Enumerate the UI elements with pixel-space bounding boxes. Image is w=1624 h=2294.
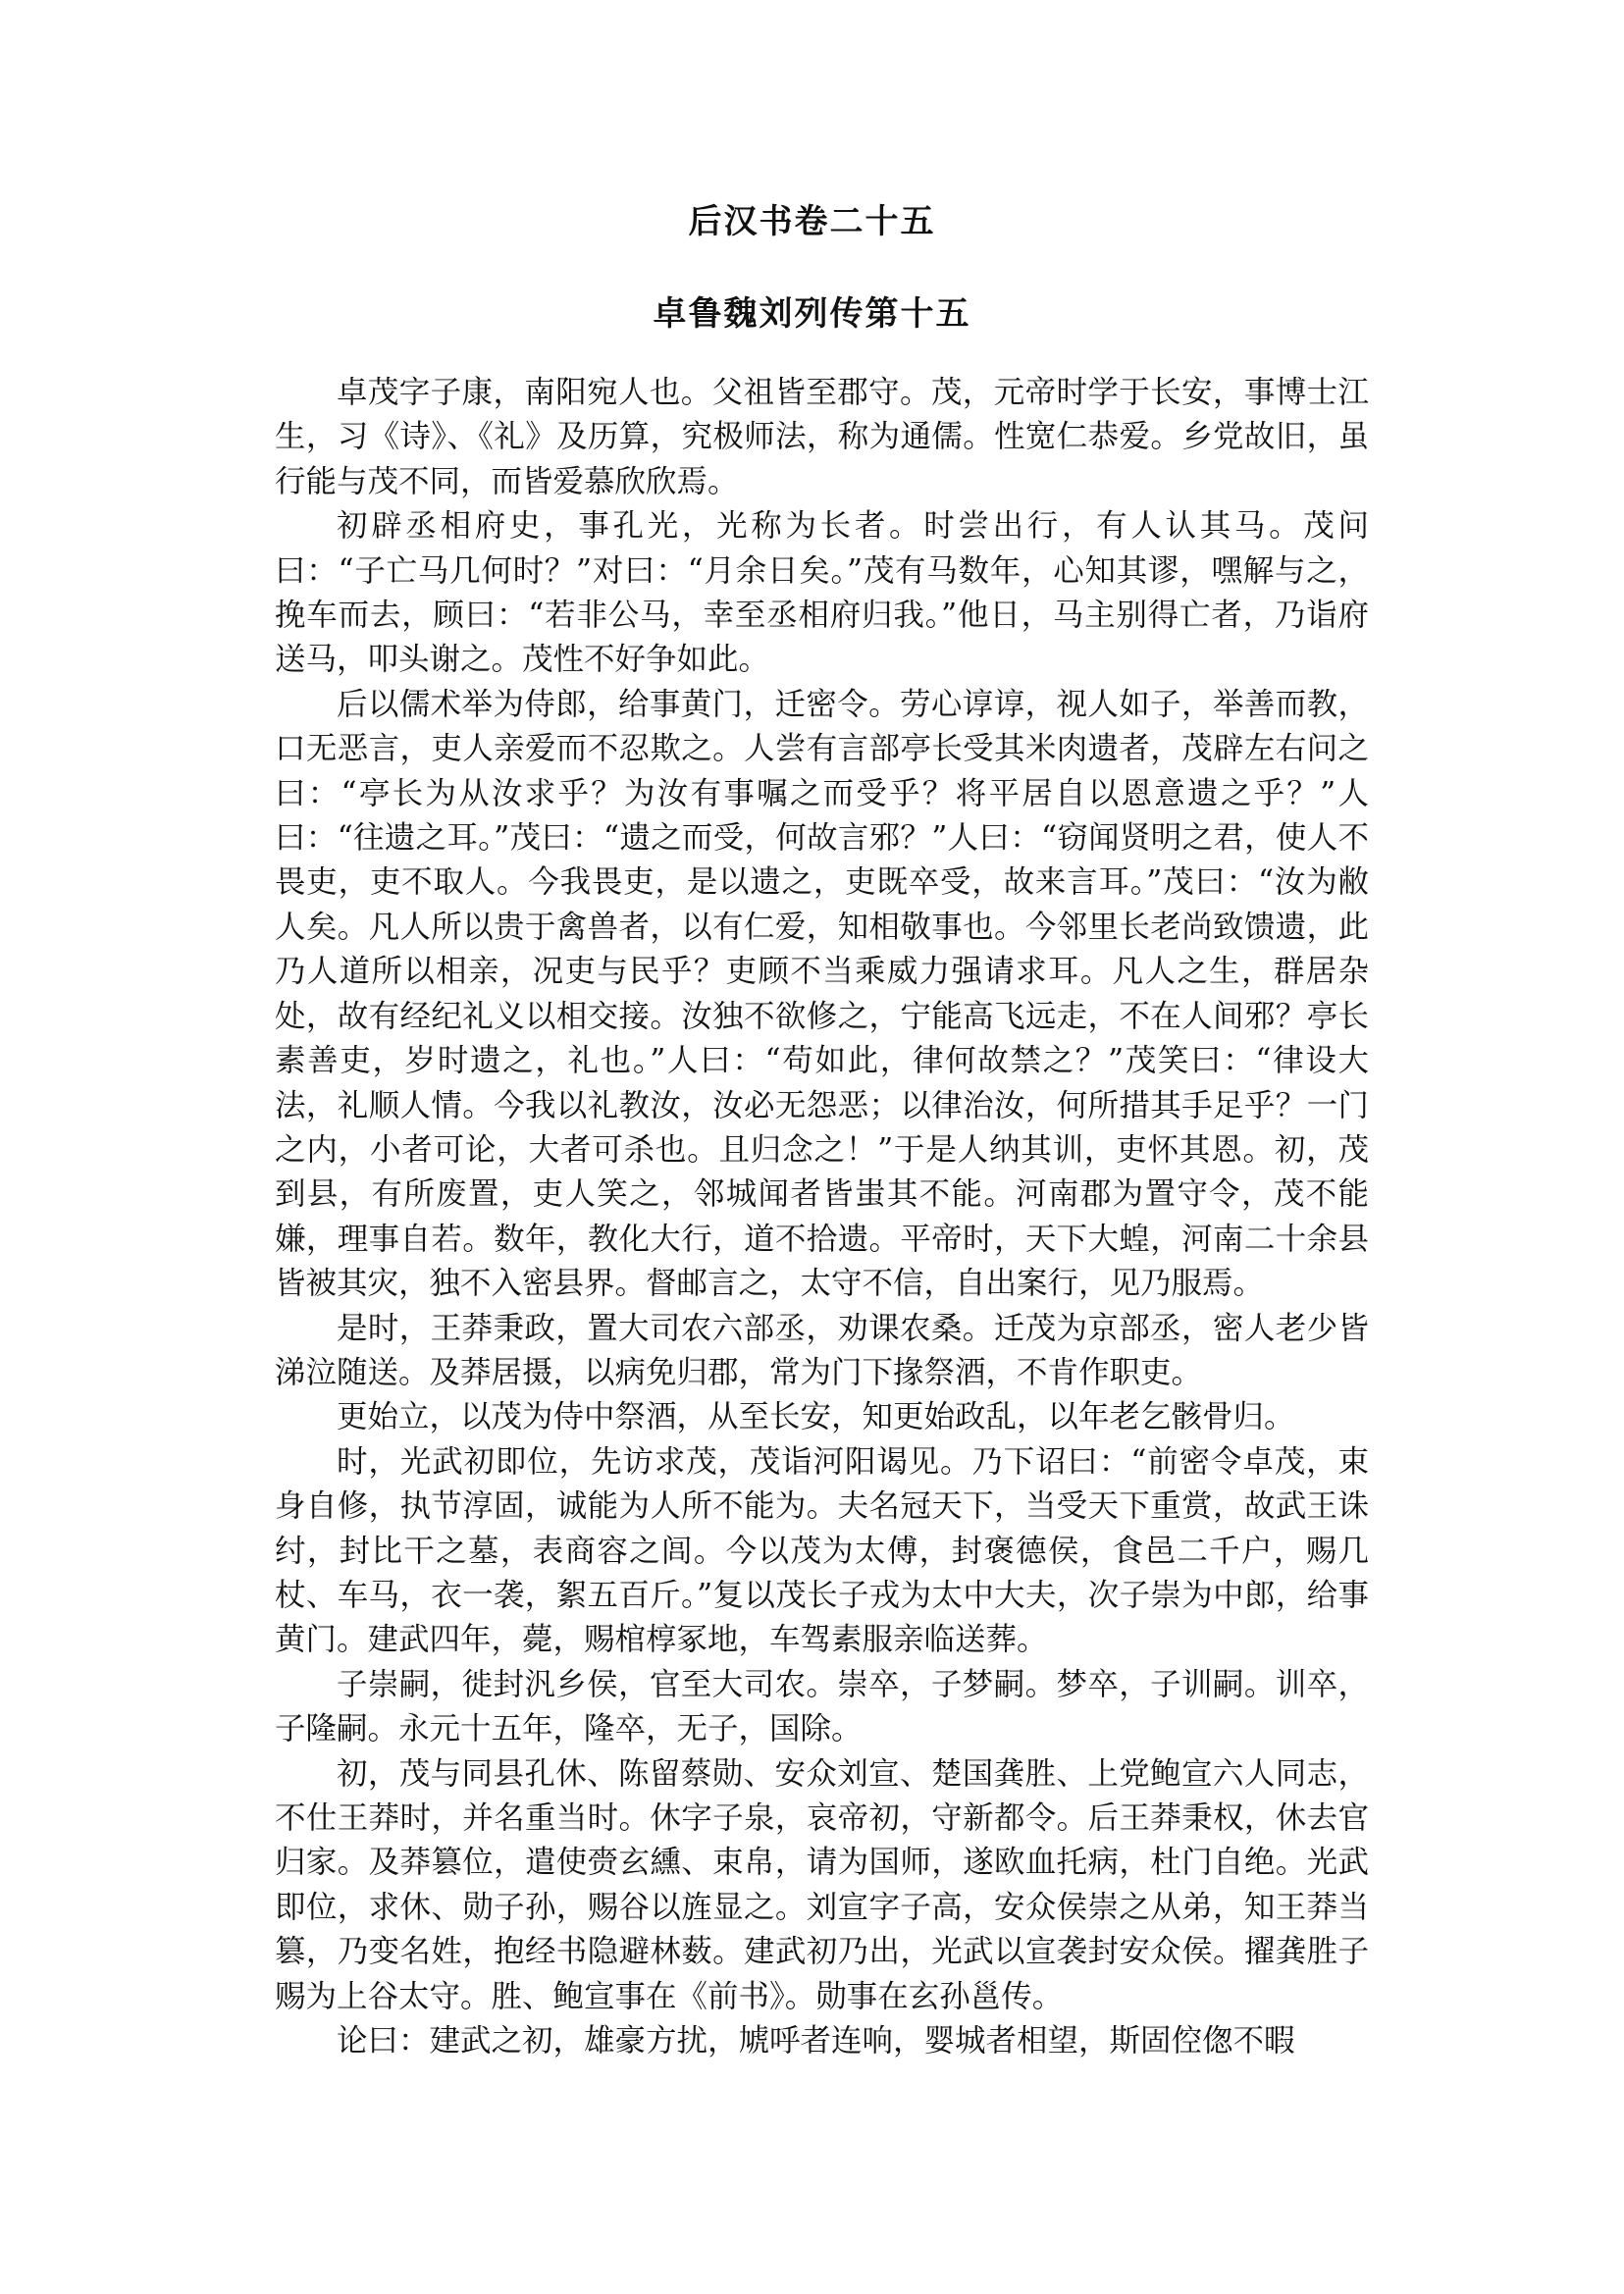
book-title: 后汉书卷二十五: [688, 202, 936, 241]
paragraph-8: 初，茂与同县孔休、陈留蔡勋、安众刘宣、楚国龚胜、上党鲍宣六人同志，不仕王莽时，并名重当时。休字子泉，哀帝初，守新都令。后王莽秉权，休去官归家。及莽篡位，遣使赍玄纁、束帛，请为国师，遂欧血托病，杜门自绝。光武即位，求休、勋子孙，赐谷以旌显之。刘宣字子高，安众侯崇之从弟，知王莽当篡，乃变名姓，抱经书隐避林薮。建武初乃出，光武以宣袭封安众侯。擢龚胜子赐为上谷太守。胜、鲍宣事在《前书》。勋事在玄孙邕传。: [275, 1755, 1369, 2014]
body-text: [275, 371, 1369, 2063]
paragraph-4: 是时，王莽秉政，置大司农六部丞，劝课农桑。迁茂为京部丞，密人老少皆涕泣随送。及莽居摄，以病免归郡，常为门下掾祭酒，不肯作职吏。: [275, 1310, 1369, 1390]
paragraph-3: 后以儒术举为侍郎，给事黄门，迁密令。劳心谆谆，视人如子，举善而教，口无恶言，吏人亲爱而不忍欺之。人尝有言部亭长受其米肉遗者，茂辟左右问之曰：“亭长为从汝求乎？为汝有事嘱之而受乎？将平居自以恩意遗之乎？”人曰：“往遗之耳。”茂曰：“遗之而受，何故言邪？”人曰：“窃闻贤明之君，使人不畏吏，吏不取人。今我畏吏，是以遗之，吏既卒受，故来言耳。”茂曰：“汝为敝人矣。凡人所以贵于禽兽者，以有仁爱，知相敬事也。今邻里长老尚致馈遗，此乃人道所以相亲，况吏与民乎？吏顾不当乘威力强请求耳。凡人之生，群居杂处，故有经纪礼义以相交接。汝独不欲修之，宁能高飞远走，不在人间邪？亭长素善吏，岁时遗之，礼也。”人曰：“苟如此，律何故禁之？”茂笑曰：“律设大法，礼顺人情。今我以礼教汝，汝必无怨恶；以律治汝，何所措其手足乎？一门之内，小者可论，大者可杀也。且归念之！”于是人纳其训，吏怀其恩。初，茂到县，有所废置，吏人笑之，邻城闻者皆蚩其不能。河南郡为置守令，茂不能嫌，理事自若。数年，教化大行，道不拾遗。平帝时，天下大蝗，河南二十余县皆被其灾，独不入密县界。督邮言之，太守不信，自出案行，见乃服焉。: [275, 686, 1369, 1302]
paragraph-2: 初辟丞相府史，事孔光，光称为长者。时尝出行，有人认其马。茂问曰：“子亡马几何时？”对曰：“月余日矣。”茂有马数年，心知其谬，嘿解与之，挽车而去，顾曰：“若非公马，幸至丞相府归我。”他日，马主别得亡者，乃诣府送马，叩头谢之。茂性不好争如此。: [275, 508, 1369, 678]
paragraph-7: 子崇嗣，徙封汎乡侯，官至大司农。崇卒，子梦嗣。梦卒，子训嗣。训卒，子隆嗣。永元十五年，隆卒，无子，国除。: [275, 1666, 1369, 1747]
chapter-title: 卓鲁魏刘列传第十五: [653, 294, 971, 334]
paragraph-9: 论曰：建武之初，雄豪方扰，虓呼者连响，婴城者相望，斯固倥偬不暇: [337, 2023, 1295, 2059]
paragraph-1: 卓茂字子康，南阳宛人也。父祖皆至郡守。茂，元帝时学于长安，事博士江生，习《诗》、《礼》及历算，究极师法，称为通儒。性宽仁恭爱。乡党故旧，虽行能与茂不同，而皆爱慕欣欣焉。: [275, 375, 1369, 499]
paragraph-5: 更始立，以茂为侍中祭酒，从至长安，知更始政乱，以年老乞骸骨归。: [337, 1399, 1295, 1435]
paragraph-6: 时，光武初即位，先访求茂，茂诣河阳谒见。乃下诏曰：“前密令卓茂，束身自修，执节淳固，诚能为人所不能为。夫名冠天下，当受天下重赏，故武王诛纣，封比干之墓，表商容之闾。今以茂为太傅，封褒德侯，食邑二千户，赐几杖、车马，衣一袭，絮五百斤。”复以茂长子戎为太中大夫，次子崇为中郎，给事黄门。建武四年，薨，赐棺椁冢地，车驾素服亲临送葬。: [275, 1443, 1369, 1658]
